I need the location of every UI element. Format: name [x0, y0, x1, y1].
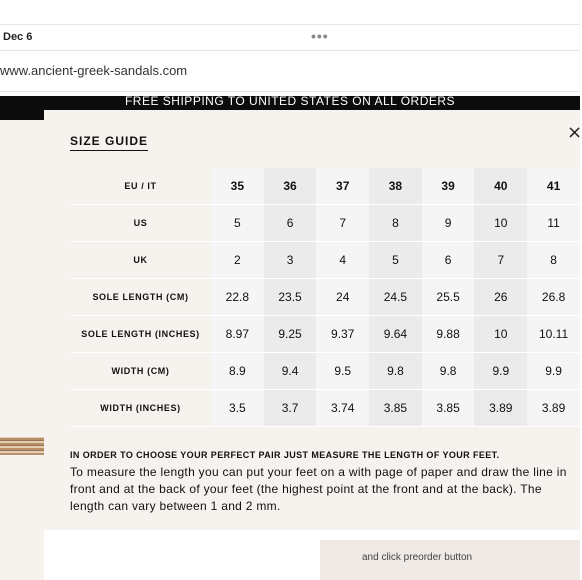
- table-cell: 40: [474, 168, 527, 205]
- preorder-hint: and click preorder button: [362, 552, 473, 563]
- table-cell: 3.5: [211, 390, 264, 427]
- table-cell: 3.89: [474, 390, 527, 427]
- table-cell: 24.5: [369, 279, 422, 316]
- table-cell: 4: [316, 242, 369, 279]
- table-cell: 9.5: [316, 353, 369, 390]
- table-cell: 9.88: [422, 316, 475, 353]
- table-cell: 9.37: [316, 316, 369, 353]
- url-text: www.ancient-greek-sandals.com: [0, 63, 188, 78]
- table-cell: 36: [264, 168, 317, 205]
- table-cell: 9.4: [264, 353, 317, 390]
- table-cell: 26.8: [527, 279, 580, 316]
- table-row: [70, 242, 580, 279]
- table-cell: 7: [474, 242, 527, 279]
- table-cell: 9.8: [422, 353, 475, 390]
- close-icon[interactable]: ×: [567, 122, 582, 143]
- table-cell: 41: [527, 168, 580, 205]
- table-cell: 35: [211, 168, 264, 205]
- table-cell: 9.25: [264, 316, 317, 353]
- table-cell: 3: [264, 242, 317, 279]
- table-cell: 9.9: [474, 353, 527, 390]
- table-cell: 10: [474, 205, 527, 242]
- page-background: [0, 120, 44, 580]
- product-image-edge: [0, 437, 44, 455]
- table-cell: 5: [369, 242, 422, 279]
- banner-text: FREE SHIPPING TO UNITED STATES ON ALL ORDERS: [124, 94, 456, 108]
- table-cell: 39: [422, 168, 475, 205]
- table-row: [70, 316, 580, 353]
- table-cell: 3.7: [264, 390, 317, 427]
- size-guide-title: SIZE GUIDE: [70, 134, 148, 151]
- table-row: [70, 390, 580, 427]
- status-date: Dec 6: [3, 31, 33, 43]
- table-cell: 37: [316, 168, 369, 205]
- table-row: [70, 279, 580, 316]
- table-cell: 23.5: [264, 279, 317, 316]
- row-label: WIDTH (INCHES): [70, 390, 211, 427]
- table-cell: 8: [369, 205, 422, 242]
- table-cell: 26: [474, 279, 527, 316]
- table-cell: 11: [527, 205, 580, 242]
- table-cell: 8.97: [211, 316, 264, 353]
- table-row: [70, 168, 580, 205]
- address-bar[interactable]: [0, 50, 580, 92]
- measure-instructions: [70, 450, 570, 515]
- table-row: [70, 353, 580, 390]
- table-cell: 22.8: [211, 279, 264, 316]
- table-cell: 9.64: [369, 316, 422, 353]
- table-cell: 9.9: [527, 353, 580, 390]
- status-bar: [0, 28, 580, 48]
- table-cell: 9: [422, 205, 475, 242]
- table-cell: 9.8: [369, 353, 422, 390]
- table-cell: 6: [264, 205, 317, 242]
- table-cell: 3.85: [422, 390, 475, 427]
- row-label: SOLE LENGTH (CM): [70, 279, 211, 316]
- table-cell: 24: [316, 279, 369, 316]
- table-cell: 10.11: [527, 316, 580, 353]
- table-cell: 38: [369, 168, 422, 205]
- row-label: WIDTH (CM): [70, 353, 211, 390]
- table-cell: 6: [422, 242, 475, 279]
- row-label: UK: [70, 242, 211, 279]
- row-label: US: [70, 205, 211, 242]
- table-cell: 7: [316, 205, 369, 242]
- table-cell: 3.89: [527, 390, 580, 427]
- instructions-body: To measure the length you can put your feet on a with page of paper and draw the line in front and at the back of your feet (the highest point at the front and at the back). The length can vary between 1 and 2 mm.: [70, 465, 567, 513]
- table-cell: 8.9: [211, 353, 264, 390]
- size-table: [70, 168, 580, 427]
- size-guide-modal: [44, 110, 580, 530]
- table-cell: 3.85: [369, 390, 422, 427]
- table-cell: 8: [527, 242, 580, 279]
- table-cell: 3.74: [316, 390, 369, 427]
- row-label: SOLE LENGTH (INCHES): [70, 316, 211, 353]
- table-cell: 10: [474, 316, 527, 353]
- row-label: EU / IT: [70, 168, 211, 205]
- instructions-heading: IN ORDER TO CHOOSE YOUR PERFECT PAIR JUST MEASURE THE LENGTH OF YOUR FEET.: [70, 450, 500, 460]
- table-cell: 2: [211, 242, 264, 279]
- table-cell: 25.5: [422, 279, 475, 316]
- top-divider: [0, 24, 580, 25]
- more-dots-icon[interactable]: •••: [311, 28, 329, 44]
- table-row: [70, 205, 580, 242]
- page-background-bottom: [320, 540, 580, 580]
- table-cell: 5: [211, 205, 264, 242]
